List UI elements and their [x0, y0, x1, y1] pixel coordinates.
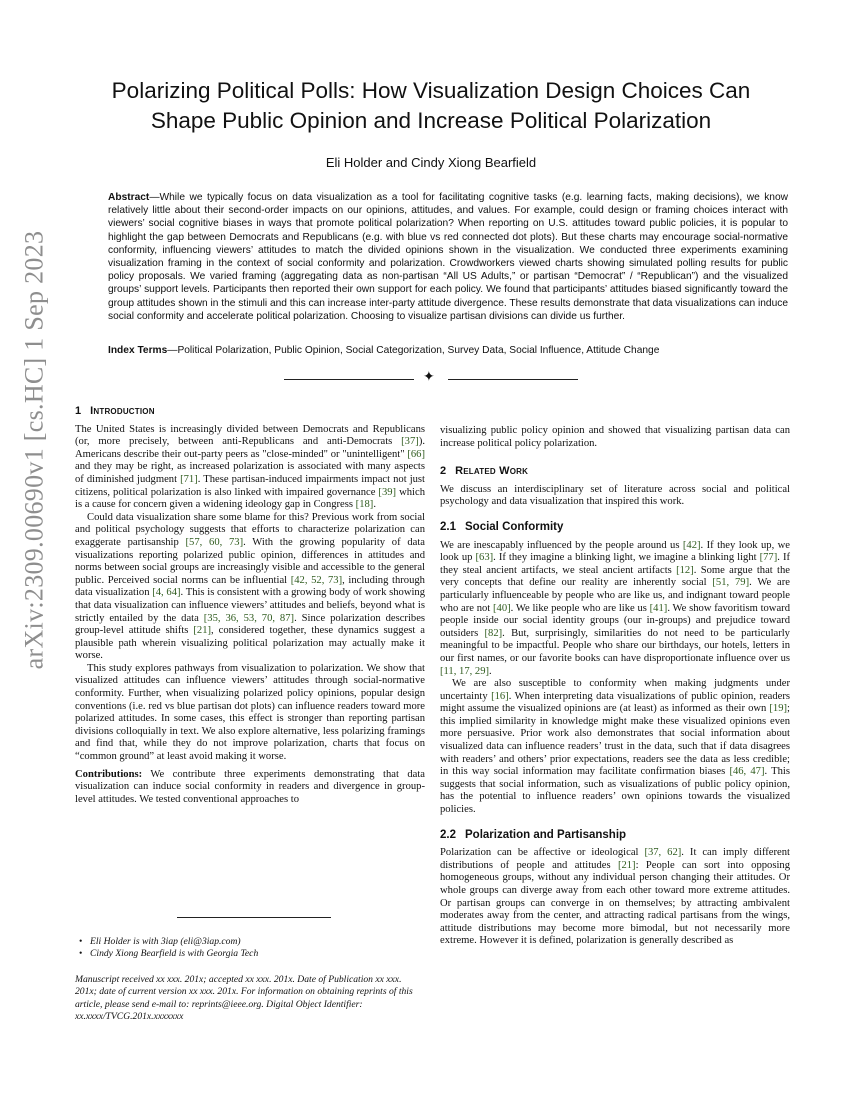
- citation-link[interactable]: [77]: [759, 552, 778, 564]
- citation-link[interactable]: [11, 17, 29]: [440, 665, 490, 677]
- section-2-number: 2: [440, 465, 447, 478]
- intro-paragraph-1: The United States is increasingly divided between Democrats and Republicans (or, more precisely, between anti-Republicans and anti-Democrats [37]). Americans describe their out-party peers as "close-minded" or "unintelligent" [66] and they may be right, as increased polarization is associated with many aspects of diminished judgment [71]. These partisan-induced impairments impact not just citizens, political polarization is also linked with impaired governance [39] which is a cause for concern given a widening ideology gap in Congress [18].: [75, 423, 425, 511]
- social-conformity-paragraph-1: We are inescapably influenced by the people around us [42]. If they look up, we look up [63]. If they imagine a blinking light, we imagine a blinking light [77]. If they steal ancient artifacts, we steal ancient artifacts [12]. Some argue that the very concepts that define our reality are inherently social [51, 79]. We are particularly influenceable by people who are like us, and indignant toward people who are not [40]. We like people who are like us [41]. We show favoritism toward people inside our social identity groups (our in-groups) and prejudice toward outsiders [82]. But, surprisingly, similarities do not need to be particularly meaningful to be impactful. People who share our birthdays, our hotels, letters in our first names, or our favorite books can have disproportionate influence over us [11, 17, 29].: [440, 539, 791, 677]
- citation-link[interactable]: [41]: [649, 602, 668, 614]
- contributions-label: Contributions:: [75, 768, 143, 780]
- citation-link[interactable]: [21]: [193, 625, 212, 637]
- arxiv-stamp: [10, 210, 58, 690]
- manuscript-note: Manuscript received xx xxx. 201x; accepted xx xxx. 201x. Date of Publication xx xxx. 201x; date of current version xx xxx. 201x. For information on obtaining reprints of this article, please send e-mail to: reprints@ieee.org. Digital Object Identifier: xx.xxxx/TVCG.201x.xxxxxxx: [75, 973, 413, 1023]
- citation-link[interactable]: [12]: [676, 564, 694, 576]
- citation-link[interactable]: [19]: [769, 703, 788, 715]
- section-1-number: 1: [75, 405, 82, 417]
- arxiv-identifier[interactable]: arXiv:2309.00690v1 [cs.HC] 1 Sep 2023: [19, 230, 48, 670]
- polarization-paragraph-1: Polarization can be affective or ideological [37, 62]. It can imply different distributions of people and attitudes [21]: People can sort into opposing homogeneous groups, without any individual person changing their attitudes. Or whole groups can diverge away from each other toward more extreme attitudes. Or partisan groups can converge in on themselves; by attracting ambivalent moderates away from the center, and attracting radical partisans from the wings, attitude distributions may become more bimodal, but not necessarily more extreme. However it is defined, polarization is generally described as: [440, 847, 790, 947]
- citation-link[interactable]: [35, 36, 53, 70, 87]: [203, 612, 295, 624]
- title-line-1: Polarizing Political Polls: How Visualization Design Choices Can: [111, 78, 751, 103]
- citation-link[interactable]: [63]: [475, 552, 494, 564]
- abstract: [108, 191, 788, 323]
- intro-paragraph-2: Could data visualization share some blame for this? Previous work from social and political psychology suggests that efforts to characterize polarization can exaggerate partisanship [57, 60, 73]. With the growing popularity of data visualizations reporting polarized public opinion, differences in attitudes and norms between social groups are increasingly visible and accessible to the general public. Perceived social norms can be influential [42, 52, 73], including through data visualization [4, 64]. This is consistent with a growing body of work showing that data visualization can influence viewers’ attitudes and beliefs, beyond what is strictly entailed by the data [35, 36, 53, 70, 87]. Since polarization describes group-level attitude shifts [21], considered together, these dynamics suggest a plausible path wherein visualizing political polarization may actually make it worse.: [75, 511, 426, 662]
- citation-link[interactable]: [42, 52, 73]: [290, 574, 343, 586]
- divider-line-left: [284, 379, 414, 380]
- authors: Eli Holder and Cindy Xiong Bearfield: [325, 155, 537, 170]
- citation-link[interactable]: [37]: [401, 436, 419, 448]
- citation-link[interactable]: [66]: [407, 448, 425, 460]
- citation-link[interactable]: [57, 60, 73]: [185, 536, 244, 548]
- citation-link[interactable]: [39]: [378, 486, 397, 498]
- index-terms-text: —Political Polarization, Public Opinion, Social Categorization, Survey Data, Social Influence, Attitude Change: [167, 345, 660, 356]
- citation-link[interactable]: [16]: [491, 690, 509, 702]
- footnote-author-1: • Eli Holder is with 3iap (eli@3iap.com): [79, 936, 241, 947]
- citation-link[interactable]: [46, 47]: [729, 766, 765, 778]
- contributions-paragraph: Contributions: We contribute three experiments demonstrating that data visualization can induce social conformity in readers and divergence in group-level attitudes. We tested conventional approaches to: [75, 768, 425, 805]
- section-1-heading: [75, 405, 425, 418]
- paper-title: [75, 76, 787, 136]
- abstract-text: —While we typically focus on data visualization as a tool for facilitating cognitive tasks (e.g. learning facts, making decisions), we know relatively little about their second-order impacts on our opinions, attitudes, and values. For example, could design or framing choices interact with viewers’ social cognitive biases in ways that promote political polarization? When reporting on U.S. attitudes toward public policies, it is popular to highlight the gap between Democrats and Republicans (e.g. with blue vs red connected dot plots). But these charts may encourage social-normative conformity, influencing viewers’ attitudes to match the divided opinions shown in the visualization. We conducted three experiments examining visualization framing in the context of social conformity and polarization. Crowdworkers viewed charts showing simulated polling results for public policy proposals. We varied framing (aggregating data as non-partisan “All US Adults,” or partisan “Democrat” / “Republican”) and the visualized groups’ support levels. Participants then reported their own support for each policy. We found that participants’ attitudes biased significantly toward the group attitudes shown in the stimuli and this can increase inter-party attitude divergence. These results demonstrate that data visualizations can induce social conformity and accelerate political polarization. Choosing to visualize partisan divisions can divide us further.: [108, 192, 788, 322]
- section-1-title: Introduction: [90, 405, 155, 417]
- right-column: [440, 425, 790, 948]
- divider-star-icon: ✦: [423, 369, 435, 385]
- related-work-intro: We discuss an interdisciplinary set of literature across social and political psychology and data visualization that inspired this work.: [440, 483, 790, 508]
- citation-link[interactable]: [71]: [180, 473, 198, 485]
- title-line-2: Shape Public Opinion and Increase Political Polarization: [150, 108, 712, 133]
- abstract-label: Abstract: [108, 192, 150, 203]
- divider-line-right: [448, 379, 578, 380]
- index-terms: [108, 344, 788, 357]
- footnote-author-2: • Cindy Xiong Bearfield is with Georgia Tech: [79, 948, 259, 960]
- citation-link[interactable]: [21]: [617, 859, 636, 871]
- citation-link[interactable]: [40]: [493, 602, 511, 614]
- intro-continuation: visualizing public policy opinion and showed that visualizing partisan data can increase political policy polarization.: [440, 425, 790, 449]
- section-2-title: Related Work: [455, 465, 529, 478]
- citation-link[interactable]: [82]: [484, 627, 503, 639]
- citation-link[interactable]: [4, 64]: [152, 587, 181, 599]
- footnote-rule: [177, 917, 331, 918]
- left-column: [75, 405, 425, 806]
- intro-paragraph-3: This study explores pathways from visualization to polarization. We show that visualized attitudes can influence viewers’ attitudes through social-normative conformity. Further, when visualizing polarized policy opinions, popular design conventions (i.e. red vs blue partisan dot plots) can influence readers toward more polarized attitudes. In some cases, this effect is stronger than reporting partisan divisions colloquially in text. We also explore alternative, less polarizing framings and find that, while they do not improve polarization, charts that focus on “common ground” at least avoid making it worse.: [75, 662, 425, 763]
- citation-link[interactable]: [51, 79]: [712, 577, 750, 589]
- citation-link[interactable]: [42]: [682, 539, 701, 551]
- citation-link[interactable]: [18]: [355, 499, 374, 511]
- social-conformity-paragraph-2: We are also susceptible to conformity when making judgments under uncertainty [16]. When interpreting data visualizations of public opinion, readers might assume the visualized opinions are (at least) as informed as their own [19]; this implied similarity in knowledge might make these visualized opinions even more persuasive. Prior work also demonstrates that social information about visualized data can influence readers’ trust in the data, such that if data disagrees with readers’ and others’ prior expectations, readers see the data as less credible; in this way social information may facilitate confirmation biases [46, 47]. This suggests that social information, such as visualizations of public policy opinion, has the potential to influence readers’ own opinions towards the visualized policies.: [440, 678, 790, 816]
- citation-link[interactable]: [37, 62]: [644, 847, 682, 859]
- section-2-1-heading: 2.1 Social Conformity: [440, 520, 564, 533]
- footnotes: [75, 936, 425, 1023]
- section-divider: [284, 369, 578, 386]
- section-2-2-heading: 2.2 Polarization and Partisanship: [440, 828, 627, 841]
- section-2-heading: [440, 465, 790, 478]
- index-terms-label: Index Terms: [108, 345, 168, 356]
